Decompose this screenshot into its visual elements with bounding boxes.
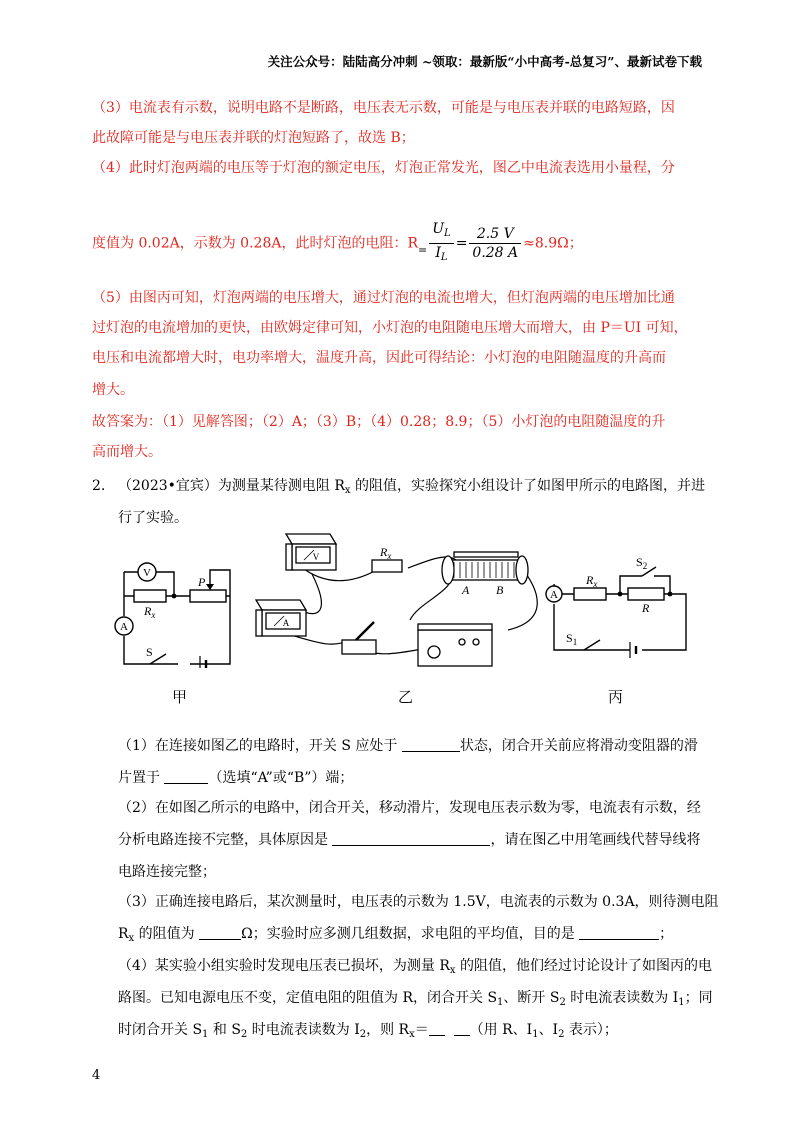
subq2-line3: 电路连接完整；: [118, 864, 216, 880]
subq2-line1: （2）在如图乙所示的电路中，闭合开关，移动滑片，发现电压表示数为零，电流表有示数，经: [118, 800, 701, 816]
page-header: 关注公众号：陆陆高分冲刺 ~领取：最新版“小中高考-总复习”、最新试卷下载: [267, 54, 702, 69]
solution-p5-line4: 增大。: [92, 382, 134, 398]
photo-voltmeter-label: V: [312, 552, 320, 562]
subq3-line2: $R_x$ 的阻值为 Ω；实验时应多测几组数据，求电阻的平均值，目的是 ；: [118, 926, 674, 944]
slider-label: P: [198, 575, 206, 589]
switch-s2-label: $S_2$: [636, 555, 648, 571]
photo-rx-label: $R_x$: [380, 545, 392, 561]
subq2-line2: 分析电路连接不完整，具体原因是 ，请在图乙中用笔画线代替导线将: [118, 832, 701, 848]
ammeter-label: A: [120, 621, 128, 633]
switch-s1-label: $S_1$: [566, 631, 578, 647]
solution-p4-line1: （4）此时灯泡两端的电压等于灯泡的额定电压，灯泡正常发光，图乙中电流表选用小量程，分: [92, 160, 675, 176]
caption-yi: 乙: [398, 688, 414, 706]
page-number: 4: [92, 1068, 101, 1083]
answer-line2: 高而增大。: [92, 444, 162, 460]
subq4-line3: 时闭合开关 $S_1$ 和 $S_2$ 时电流表读数为 $I_2$，则 $R_x=$ （用 R、$I_1$、$I_2$ 表示）；: [118, 1022, 618, 1040]
solution-p5-line3: 电压和电流都增大时，电功率增大，温度升高，因此可得结论：小灯泡的电阻随温度的升高而: [92, 350, 666, 366]
switch-s-label: S: [146, 645, 153, 659]
solution-p5-line2: 过灯泡的电流增加的更快，由欧姆定律可知，小灯泡的电阻随电压增大而增大，由 P＝UI 可知，: [92, 320, 688, 336]
fraction-values: $\frac{2.5 V}{0.28 A}$: [469, 225, 521, 262]
subq1-line1: （1）在连接如图乙的电路时，开关 S 应处于 状态，闭合开关前应将滑动变阻器的滑: [118, 738, 698, 754]
resistor-rx-label: $R_x$: [144, 604, 156, 620]
subq1-line2: 片置于 （选填“A”或“B”）端；: [118, 770, 354, 786]
photo-ammeter-label: A: [282, 618, 290, 628]
answer-blank-5[interactable]: [579, 939, 659, 940]
solution-p4-text: 度值为 0.02A，示数为 0.28A，此时灯泡的电阻：R: [92, 235, 419, 252]
answer-blank-3[interactable]: [332, 845, 490, 846]
bing-ammeter-label: A: [550, 589, 558, 601]
rheostat-end-b: B: [496, 583, 504, 597]
answer-blank-6b[interactable]: [454, 1035, 470, 1036]
caption-bing: 丙: [608, 688, 624, 706]
fraction-ul-il: $\frac{U_L}{I_L}$: [429, 220, 453, 267]
solution-approx: ≈8.9Ω；: [523, 235, 583, 252]
solution-p5-line1: （5）由图丙可知，灯泡两端的电压增大，通过灯泡的电流也增大，但灯泡两端的电压增加比通: [92, 290, 675, 306]
answer-blank-2[interactable]: [164, 783, 208, 784]
question-line1: （2023•宜宾）为测量某待测电阻 $R_x$ 的阻值，实验探究小组设计了如图甲所示的电路图，并进: [118, 478, 705, 496]
answer-blank-1[interactable]: [402, 751, 460, 752]
circuit-photo-yi: [250, 530, 540, 676]
solution-p3-line1: （3）电流表有示数，说明电路不是断路，电压表无示数，可能是与电压表并联的电路短路，因: [92, 100, 675, 116]
caption-jia: 甲: [172, 688, 188, 706]
answer-blank-4[interactable]: [199, 939, 241, 940]
answer-blank-6a[interactable]: [429, 1035, 445, 1036]
voltmeter-label: V: [143, 567, 151, 579]
subq4-line2: 路图。已知电源电压不变，定值电阻的阻值为 R，闭合开关 $S_1$、断开 $S_2$ 时电流表读数为 $I_1$；同: [118, 990, 713, 1008]
subq4-line1: （4）某实验小组实验时发现电压表已损坏，为测量 $R_x$ 的阻值，他们经过讨论设计了如图丙的电: [118, 958, 712, 976]
circuit-diagram-bing: [544, 554, 694, 664]
solution-p4-line2: 度值为 0.02A，示数为 0.28A，此时灯泡的电阻：$R_=$ $\frac{U_L}{I_L}$ = $\frac{2.5 V}{0.28 A}$ ≈8.9Ω；: [92, 220, 712, 271]
bing-rx-label: $R_x$: [586, 573, 598, 589]
circuit-diagram-jia: [110, 556, 240, 668]
question-line2: 行了实验。: [118, 510, 188, 526]
answer-line1: 故答案为：（1）见解答图；（2）A；（3）B；（4）0.28；8.9；（5）小灯泡的电阻随温度的升: [92, 414, 666, 430]
solution-p3-line2: 此故障可能是与电压表并联的灯泡短路了，故选 B；: [92, 130, 415, 146]
question-number: 2.: [92, 478, 106, 494]
subq3-line1: （3）正确连接电路后，某次测量时，电压表的示数为 1.5V，电流表的示数为 0.3A，则待测电阻: [118, 894, 719, 910]
bing-r-label: R: [642, 601, 650, 615]
rheostat-end-a: A: [462, 583, 470, 597]
